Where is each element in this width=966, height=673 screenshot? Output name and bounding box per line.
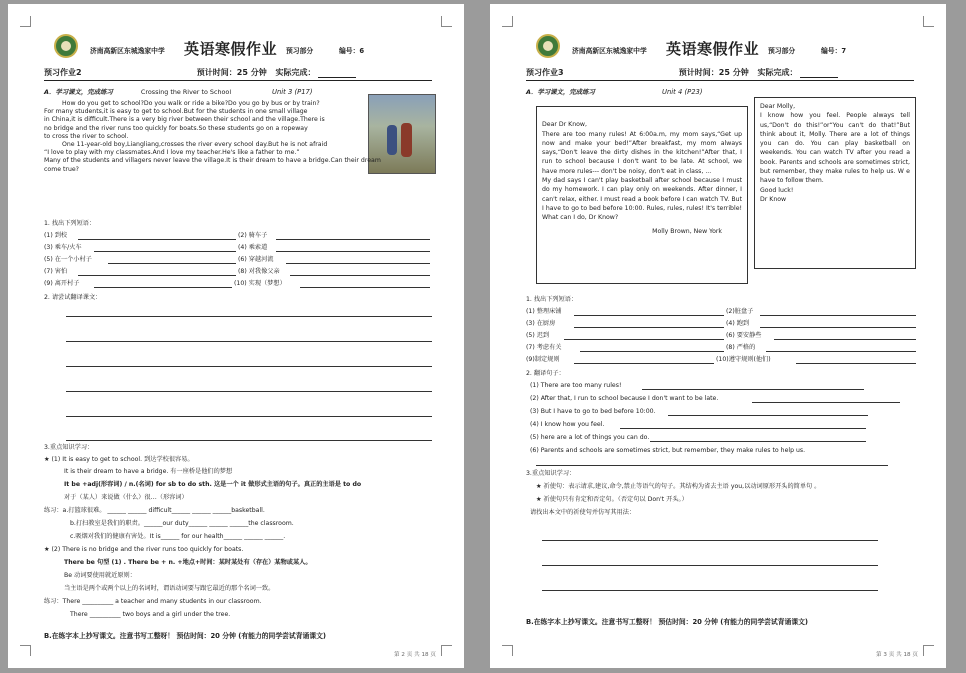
key-point-1: ★ 祈使句：表示请求,建议,命令,禁止等语气的句子。其结构为省去主语 you,以动词原形开头的简单句 。 xyxy=(536,483,821,490)
crop-mark xyxy=(502,16,513,27)
phrase-item: (4) 跑到 xyxy=(726,320,750,327)
answer-line[interactable] xyxy=(760,315,916,316)
key-point-1-example: It is their dream to have a bridge. 有一座桥是他们的梦想 xyxy=(64,468,233,475)
school-name: 济南高新区东城逸家中学 xyxy=(90,47,165,55)
answer-line[interactable] xyxy=(78,239,236,240)
letter-signature: Molly Brown, New York xyxy=(652,227,722,235)
section-a-heading: A．学习课文，完成练习 Crossing the River to School xyxy=(44,88,232,96)
phrase-item: (7) 考虑有关 xyxy=(526,344,562,351)
phrase-item: (5) 迟到 xyxy=(526,332,550,339)
page-title: 英语寒假作业 xyxy=(666,40,760,58)
sentence-4: (4) I know how you feel. xyxy=(530,421,605,428)
answer-line[interactable] xyxy=(650,441,866,442)
phrase-item: (3) 乘车/火车 xyxy=(44,244,82,251)
translation-line[interactable] xyxy=(66,440,432,441)
page-number: 第 3 页 共 18 页 xyxy=(876,652,918,658)
sentence-2: (2) After that, I run to school because I don't want to be late. xyxy=(530,395,719,402)
exercise-2b: There __________ two boys and a girl under the tree. xyxy=(70,611,231,618)
practice-line[interactable] xyxy=(542,565,878,566)
document-page-3 xyxy=(490,4,946,668)
assignment-bar xyxy=(44,68,432,81)
phrase-item: (9) 离开村子 xyxy=(44,280,80,287)
practice-line[interactable] xyxy=(542,540,878,541)
actual-blank[interactable] xyxy=(800,70,838,78)
translation-line[interactable] xyxy=(66,316,432,317)
unit-label: Unit 4 (P23) xyxy=(662,88,703,96)
sentence-6: (6) Parents and schools are sometimes strict, but remember, they make rules to help us. xyxy=(530,447,806,454)
reading-passage: How do you get to school?Do you walk or ride a bike?Do you go by bus or by train? For many students,it is easy to get to school.But for the students in one small village in China,it is difficult.There is a very big river between their school and the village.There is no bridge and the river runs too quickly for boats.So these students go on a ropeway to cross the river to school. One 11-year-old boy,Liangliang,crosses the river every school day.But he is not afraid “I love to play with my classmates.And I love my teacher.He's like a father to me.” Many of the students and villagers never leave the village.It is their dream to have a bridge.Can their dream come true? xyxy=(44,100,381,173)
phrase-item: (2) 骑车子 xyxy=(238,232,268,239)
document-page-2 xyxy=(8,4,464,668)
question-3: 3.重点知识学习： xyxy=(44,444,94,451)
answer-line[interactable] xyxy=(642,389,864,390)
phrase-item: (8) 严格的 xyxy=(726,344,756,351)
actual-label: 实际完成： xyxy=(757,68,798,77)
key-point-2: ★ 祈使句只有肯定和否定句。（否定句以 Don't 开头。） xyxy=(536,496,688,503)
phrase-item: (1) 整理床铺 xyxy=(526,308,562,315)
phrase-item: (10)遵守规则(他们) xyxy=(716,356,771,363)
answer-line[interactable] xyxy=(752,402,900,403)
page-header xyxy=(54,34,434,60)
phrase-item: (4) 乘索道 xyxy=(238,244,268,251)
phrase-item: (9)制定规则 xyxy=(526,356,560,363)
phrase-item: (2)脏盘子 xyxy=(726,308,754,315)
answer-line[interactable] xyxy=(94,287,232,288)
answer-line[interactable] xyxy=(300,287,430,288)
answer-line[interactable] xyxy=(760,327,916,328)
phrase-item: (3) 在厨房 xyxy=(526,320,556,327)
answer-line[interactable] xyxy=(796,363,916,364)
unit-label: Unit 3 (P17) xyxy=(272,88,313,96)
answer-line[interactable] xyxy=(290,275,430,276)
actual-label: 实际完成： xyxy=(275,68,316,77)
crop-mark xyxy=(923,16,934,27)
answer-line[interactable] xyxy=(536,465,888,466)
answer-line[interactable] xyxy=(668,415,868,416)
phrase-item: (1) 到校 xyxy=(44,232,68,239)
key-point-2-rule: There be 句型 (1) . There be + n. +地点+时间：某时某处有（存在）某物或某人。 xyxy=(64,559,312,566)
assignment-label: 预习作业3 xyxy=(526,68,564,77)
translation-line[interactable] xyxy=(66,341,432,342)
number-label: 编号：7 xyxy=(821,47,847,55)
answer-line[interactable] xyxy=(574,315,724,316)
answer-line[interactable] xyxy=(564,339,724,340)
answer-line[interactable] xyxy=(276,251,430,252)
sentence-1: (1) There are too many rules! xyxy=(530,382,622,389)
actual-blank[interactable] xyxy=(318,70,356,78)
school-logo-icon xyxy=(54,34,78,58)
key-point-1: ★ (1) It is easy to get to school. 到达学校很容易。 xyxy=(44,456,194,463)
crop-mark xyxy=(20,16,31,27)
section-b-footer: B.在练字本上抄写课文。注意书写工整呀！ 预估时间：20 分钟 (有能力的同学尝试背诵课文) xyxy=(44,632,327,640)
answer-line[interactable] xyxy=(108,263,236,264)
key-point-1-meaning: 对于（某人）来说做（什么）很…（形容词） xyxy=(64,494,188,501)
key-point-task: 请找出本文中的祈使句并仿写其用法： xyxy=(530,509,636,516)
phrase-item: (10) 实现（梦想） xyxy=(234,280,286,287)
exercise-1b: b.打扫教室是我们的职责。______our duty______ ______ ______the classroom. xyxy=(70,520,294,527)
school-name: 济南高新区东城逸家中学 xyxy=(572,47,647,55)
answer-line[interactable] xyxy=(766,351,916,352)
answer-line[interactable] xyxy=(580,351,724,352)
phrase-item: (6) 穿越河流 xyxy=(238,256,274,263)
answer-line[interactable] xyxy=(574,327,724,328)
page-title: 英语寒假作业 xyxy=(184,40,278,58)
answer-line[interactable] xyxy=(78,275,236,276)
question-2: 2. 翻译句子： xyxy=(526,370,565,377)
school-logo-icon xyxy=(536,34,560,58)
answer-line[interactable] xyxy=(774,339,916,340)
answer-line[interactable] xyxy=(620,428,866,429)
practice-line[interactable] xyxy=(542,590,878,591)
number-label: 编号：6 xyxy=(339,47,365,55)
page-header xyxy=(536,34,916,60)
crop-mark xyxy=(502,645,513,656)
letter-from-dr-know: Dear Molly, I know how you feel. People always tell us,“Don't do this!”or“You can't do that!”But think about it, Molly. There are a lot of things you can do. You can play basketball on weekends. You can watch TV after you read a book. Parents and schools are sometimes strict, but remember, they make rules to help us. W e have to follow them. Good luck! Dr Know xyxy=(754,97,916,269)
part-label: 预习部分 xyxy=(768,47,796,55)
exercise-2a: 练习：There __________ a teacher and many students in our classroom. xyxy=(44,598,262,605)
translation-line[interactable] xyxy=(66,391,432,392)
letter-from-molly: Dear Dr Know, There are too many rules! At 6:00a.m, my mom says,“Get up now and make your bed!”After breakfast, my mom always says,“Don't leave the dirty dishes in the kitchen!”After that, I run to school because I don't want to be late. At school, we have more rules--- don't be noisy, don't eat in class, ... My dad says I can't play basketball after school because I must do my homework. I can play only on weekends. After dinner, I can't relax, either. I must read a book before I can watch TV. But I have to go to bed before 10:00. Rules, rules, rules! It's terrible! What can I do, Dr Know? Molly Brown, New York xyxy=(536,106,748,284)
phrase-item: (6) 要安静些 xyxy=(726,332,762,339)
assignment-bar xyxy=(526,68,914,81)
question-2: 2. 请尝试翻译课文： xyxy=(44,294,102,301)
crop-mark xyxy=(441,645,452,656)
answer-line[interactable] xyxy=(574,363,714,364)
translation-line[interactable] xyxy=(66,366,432,367)
phrase-item: (5) 在一个小村子 xyxy=(44,256,92,263)
sentence-5: (5) here are a lot of things you can do. xyxy=(530,434,650,441)
answer-line[interactable] xyxy=(286,263,430,264)
exercise-1c: c.吸烟对我们的健康有害处。It is______ for our health______ ______ ______. xyxy=(70,533,286,540)
translation-line[interactable] xyxy=(66,416,432,417)
key-point-1-rule: It be +adj(形容词) / n.(名词) for sb to do sth. 这是一个 it 做形式主语的句子。真正的主语是 to do xyxy=(64,481,362,488)
time-label: 预计时间：25 分钟 xyxy=(196,68,267,77)
phrase-item: (8) 对我像父亲 xyxy=(238,268,280,275)
key-point-2-detail: 当主语是两个或两个以上的名词时，谓语动词要与跟它最近的那个名词一致。 xyxy=(64,585,275,592)
question-3: 3.重点知识学习： xyxy=(526,470,576,477)
key-point-2: ★ (2) There is no bridge and the river runs too quickly for boats. xyxy=(44,546,244,553)
question-1: 1. 找出下列短语： xyxy=(44,220,96,227)
page-number: 第 2 页 共 18 页 xyxy=(394,652,436,658)
key-point-2-principle: Be 动词要使用就近原则： xyxy=(64,572,136,579)
crop-mark xyxy=(441,16,452,27)
time-label: 预计时间：25 分钟 xyxy=(678,68,749,77)
question-1: 1. 找出下列短语： xyxy=(526,296,578,303)
crop-mark xyxy=(20,645,31,656)
assignment-label: 预习作业2 xyxy=(44,68,82,77)
phrase-item: (7) 害怕 xyxy=(44,268,68,275)
section-a-heading: A．学习课文，完成练习 xyxy=(526,88,595,96)
section-b-footer: B.在练字本上抄写课文。注意书写工整呀！ 预估时间：20 分钟 (有能力的同学尝试背诵课文) xyxy=(526,618,809,626)
answer-line[interactable] xyxy=(94,251,236,252)
answer-line[interactable] xyxy=(276,239,430,240)
exercise-1a: 练习：a.打篮球很难。 ______ ______ difficult______ ______ ______basketball. xyxy=(44,507,265,514)
part-label: 预习部分 xyxy=(286,47,314,55)
crop-mark xyxy=(923,645,934,656)
sentence-3: (3) But I have to go to bed before 10:00. xyxy=(530,408,656,415)
